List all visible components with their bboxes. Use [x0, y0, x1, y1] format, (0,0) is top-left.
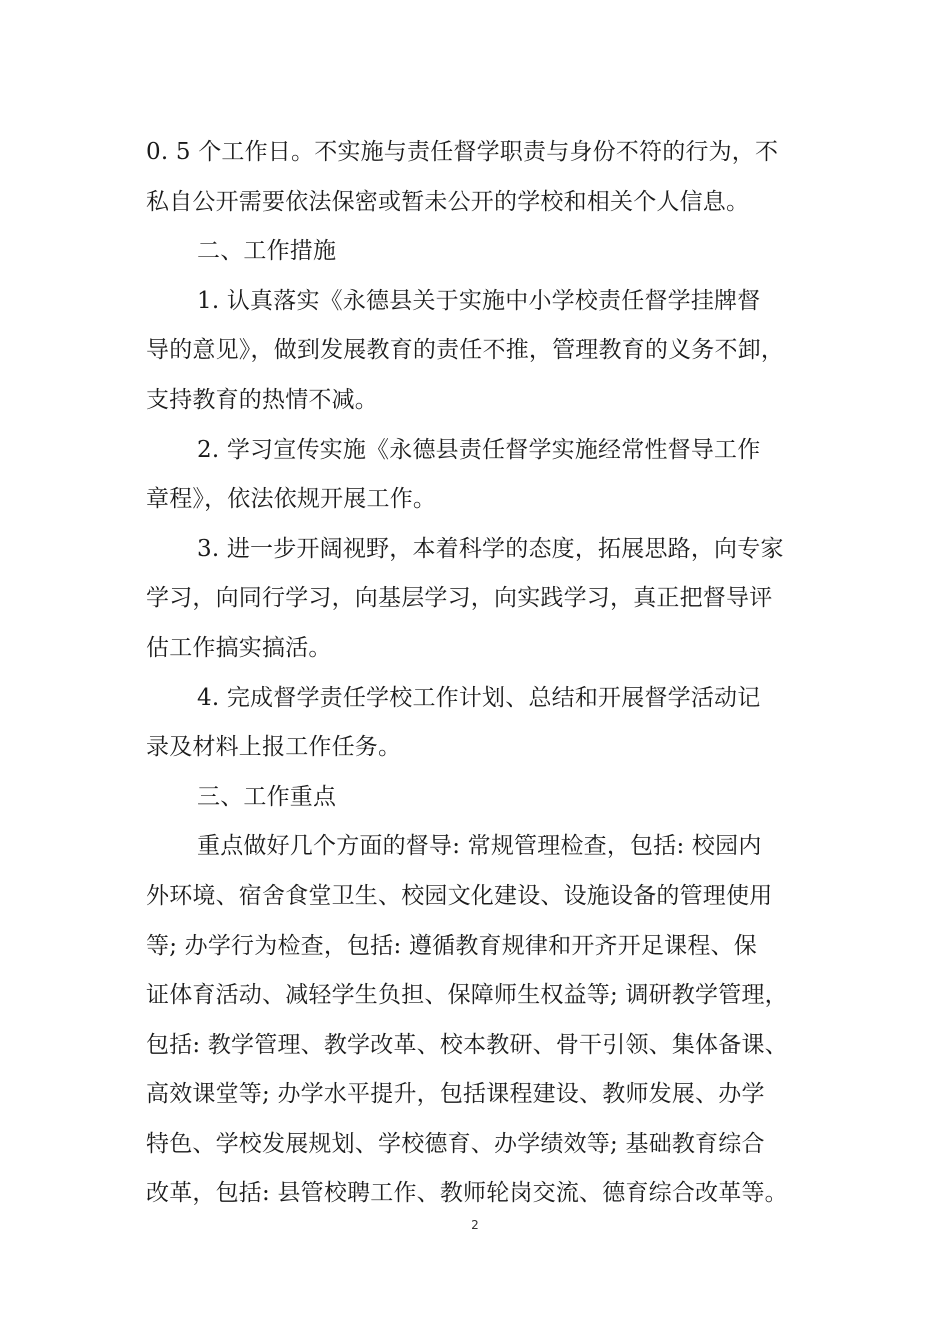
text-line: 1. 认真落实《永德县关于实施中小学校责任督学挂牌督: [197, 287, 761, 314]
text-line: 证体育活动、减轻学生负担、保障师生权益等; 调研教学管理，: [146, 982, 788, 1009]
text-line: 外环境、宿舍食堂卫生、校园文化建设、设施设备的管理使用: [146, 882, 773, 909]
text-line: 学习，向同行学习，向基层学习，向实践学习，真正把督导评: [146, 585, 773, 612]
text-line: 重点做好几个方面的督导: 常规管理检查，包括: 校园内: [197, 833, 762, 860]
text-line: 录及材料上报工作任务。: [146, 734, 402, 761]
section-heading-measures: 二、工作措施: [197, 238, 337, 265]
text-line: 3. 进一步开阔视野，本着科学的态度，拓展思路，向专家: [197, 535, 784, 562]
text-line: 等; 办学行为检查，包括: 遵循教育规律和开齐开足课程、保: [146, 932, 757, 959]
text-line: 包括: 教学管理、教学改革、校本教研、骨干引领、集体备课、: [146, 1031, 788, 1058]
text-line: 支持教育的热情不减。: [146, 386, 378, 413]
text-line: 0. 5 个工作日。不实施与责任督学职责与身份不符的行为，不: [146, 139, 779, 165]
text-line: 私自公开需要依法保密或暂未公开的学校和相关个人信息。: [146, 188, 750, 215]
section-heading-focus: 三、工作重点: [197, 783, 337, 810]
text-line: 估工作搞实搞活。: [146, 634, 332, 661]
text-line: 导的意见》，做到发展教育的责任不推，管理教育的义务不卸，: [146, 337, 785, 364]
text-line: 高效课堂等; 办学水平提升，包括课程建设、教师发展、办学: [146, 1081, 765, 1108]
text-line: 2. 学习宣传实施《永德县责任督学实施经常性督导工作: [197, 436, 761, 463]
document-body: [146, 128, 810, 1219]
text-line: 改革，包括: 县管校聘工作、教师轮岗交流、德育综合改革等。: [146, 1180, 788, 1207]
text-line: 特色、学校发展规划、学校德育、办学绩效等; 基础教育综合: [146, 1130, 765, 1157]
page-number: 2: [471, 1218, 479, 1232]
text-line: 章程》，依法依规开展工作。: [146, 486, 437, 513]
text-line: 4. 完成督学责任学校工作计划、总结和开展督学活动记: [197, 684, 761, 711]
